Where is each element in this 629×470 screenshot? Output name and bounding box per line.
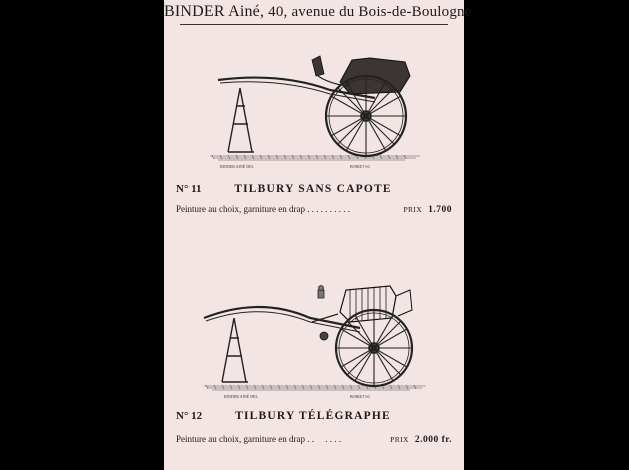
svg-text:BINDER AINÉ DEL: BINDER AINÉ DEL — [224, 394, 258, 399]
plate-title: TILBURY SANS CAPOTE — [234, 183, 392, 195]
description-text: Peinture au choix, garniture en drap — [176, 204, 305, 214]
plate-11-illustration — [200, 52, 430, 172]
plate-12-description — [176, 434, 452, 444]
page-header — [164, 3, 472, 21]
price-label: PRIX — [390, 435, 409, 444]
description-text: Peinture au choix, garniture en drap — [176, 434, 305, 444]
price-value: 2.000 fr. — [414, 435, 452, 445]
price — [403, 204, 452, 215]
maker-name: BINDER Ainé, — [164, 3, 265, 20]
dot-leader: . . . . . . . . . . — [307, 204, 350, 214]
svg-text:BINDER AINÉ DEL: BINDER AINÉ DEL — [220, 164, 254, 169]
maker-address: 40, avenue du Bois-de-Boulogne — [268, 4, 472, 20]
plate-11-description — [176, 204, 452, 214]
header-rule — [180, 24, 448, 25]
svg-text:BORIET SC: BORIET SC — [350, 164, 371, 169]
catalogue-page — [164, 0, 472, 470]
price — [390, 434, 452, 445]
plate-title: TILBURY TÉLÉGRAPHE — [235, 410, 391, 422]
svg-text:BORIET SC: BORIET SC — [350, 394, 371, 399]
plate-number: N° 11 — [176, 183, 202, 195]
dot-leader: . . . . . . — [307, 434, 341, 444]
price-value: 1.700 — [428, 205, 452, 215]
tilbury-telegraphe-engraving — [200, 282, 430, 402]
tilbury-sans-capote-engraving — [200, 52, 430, 172]
plate-12-illustration — [200, 282, 430, 402]
plate-number: N° 12 — [176, 410, 203, 422]
price-label: PRIX — [403, 205, 423, 214]
